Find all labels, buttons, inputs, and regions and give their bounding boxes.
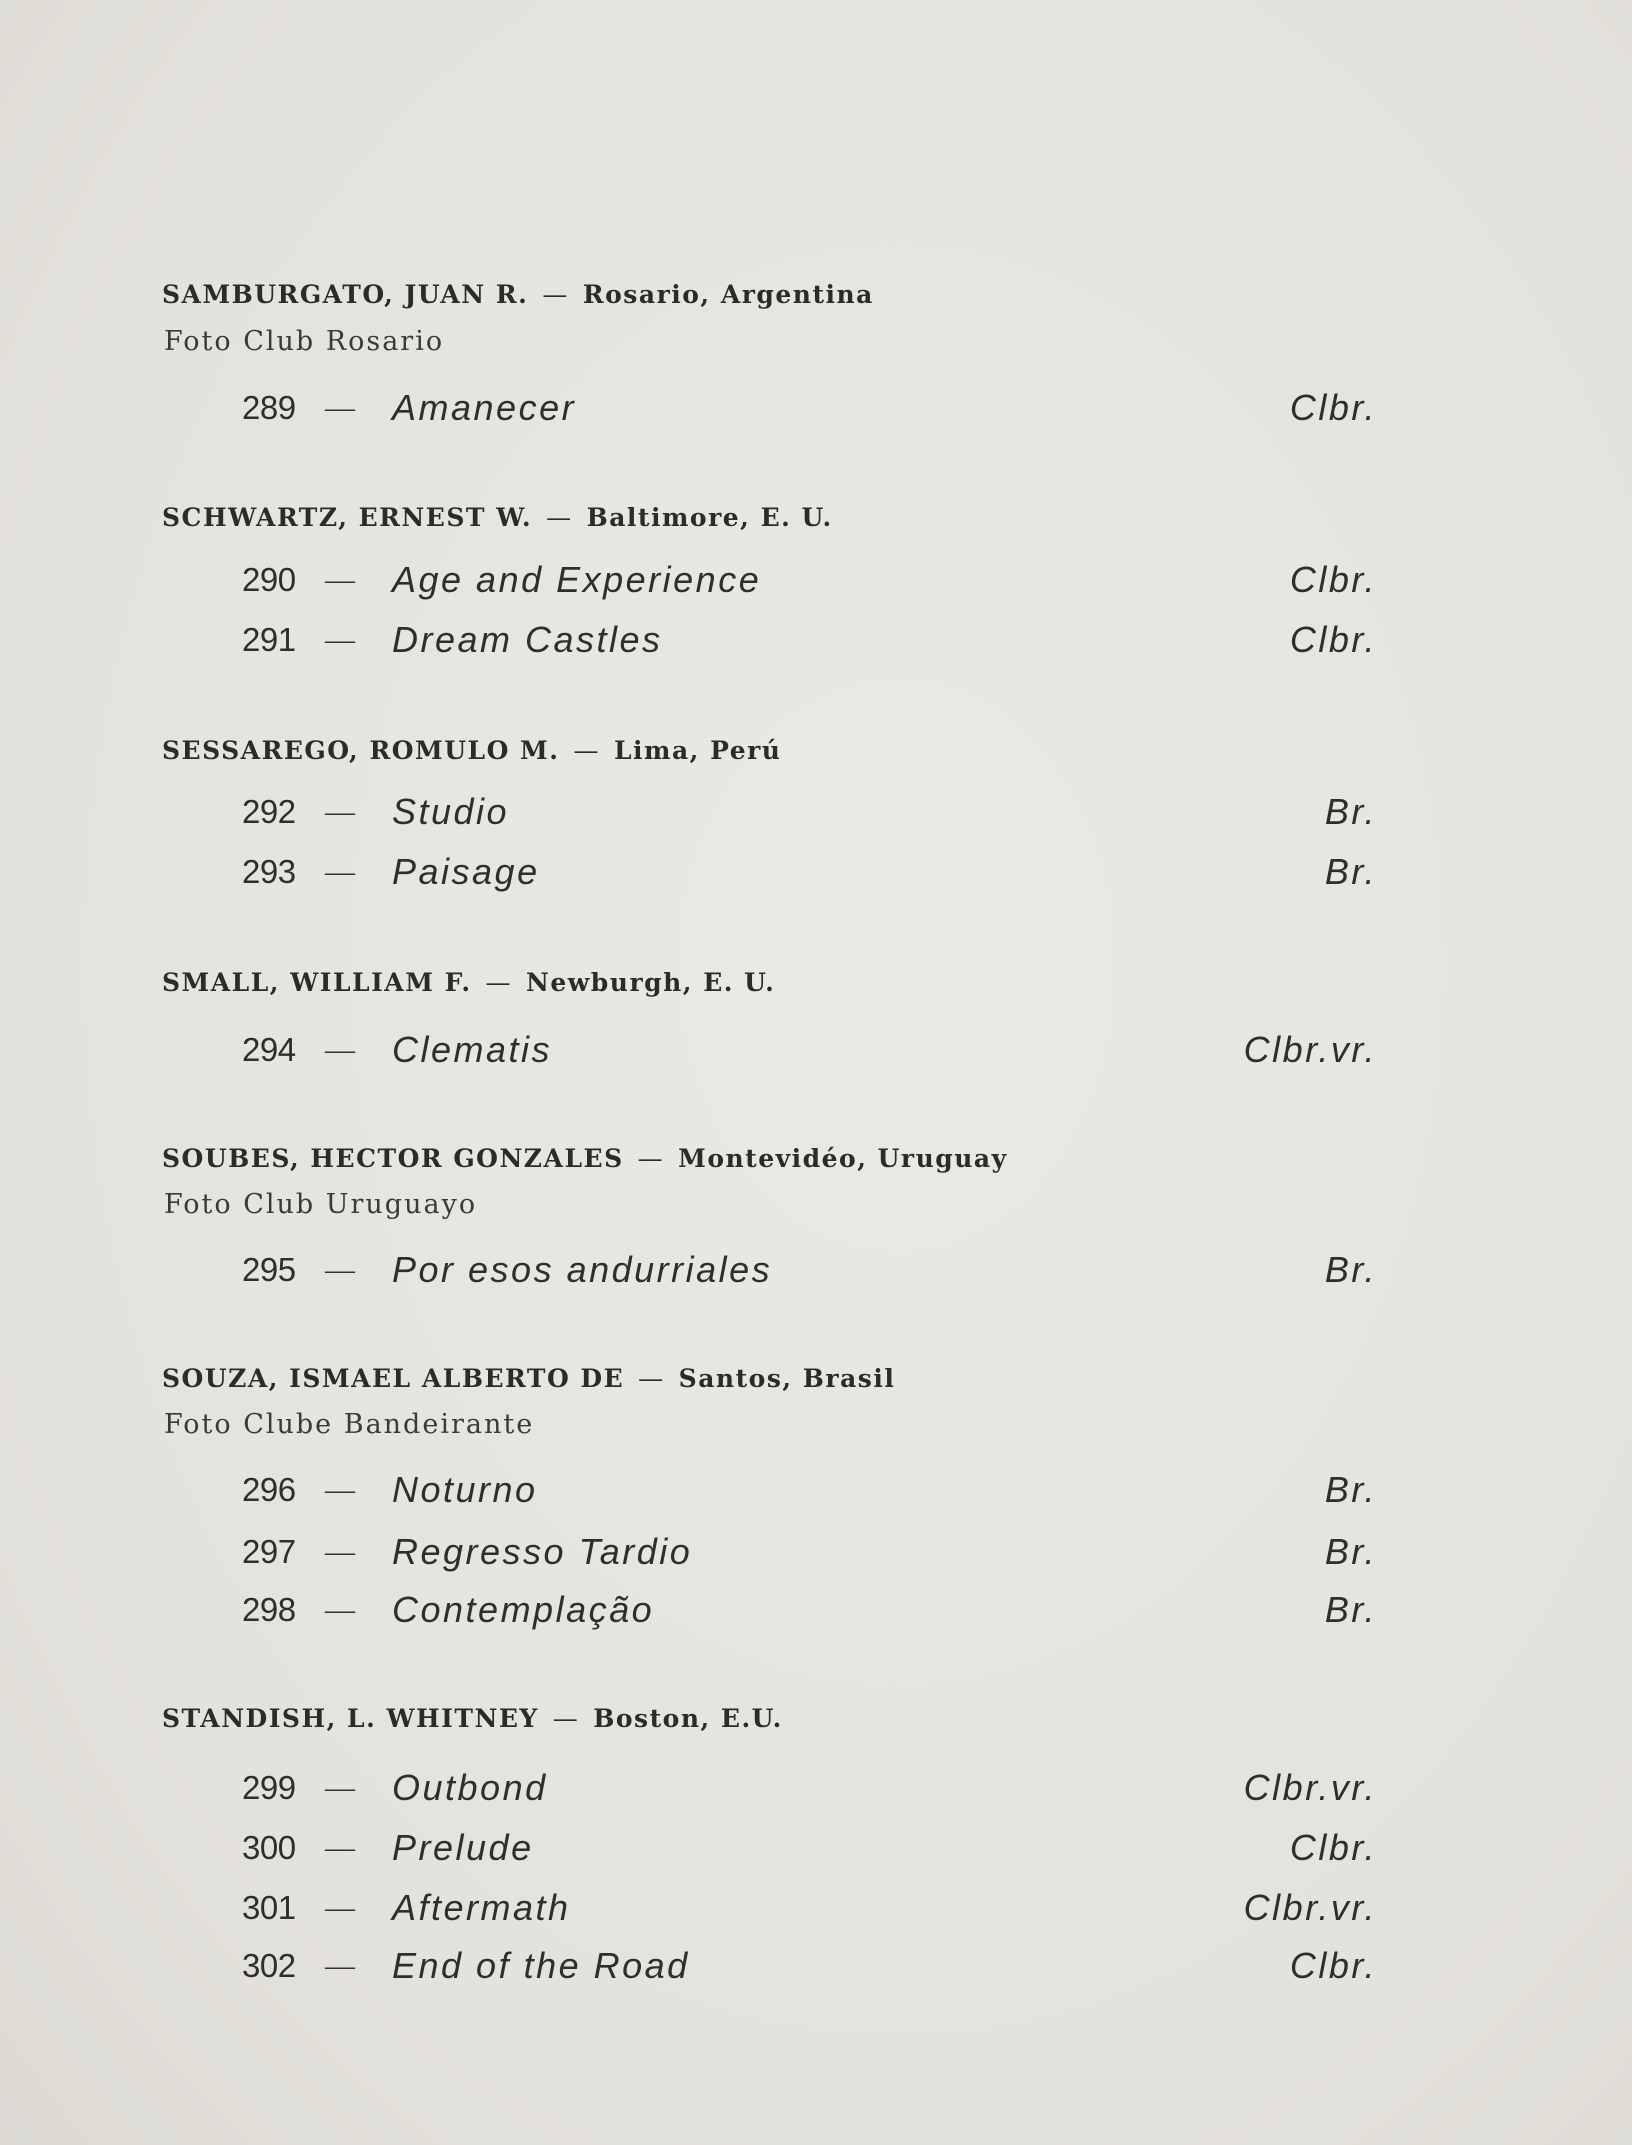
work-row [0, 1588, 1632, 1632]
separator-dash: — [638, 1364, 665, 1393]
work-medium: Br. [1324, 1589, 1377, 1630]
work-medium: Clbr. [1289, 1827, 1377, 1868]
entry-heading [162, 738, 781, 763]
separator-dash: — [325, 795, 355, 828]
work-number: 301 [242, 1889, 296, 1926]
work-number: 292 [242, 793, 296, 830]
work-number: 290 [242, 561, 296, 598]
work-medium: Clbr.vr. [1243, 1887, 1377, 1928]
work-title: Amanecer [392, 387, 577, 428]
author-name: SESSAREGO, ROMULO M. [162, 736, 560, 765]
entry-heading [162, 1146, 1008, 1171]
separator-dash: — [325, 1253, 355, 1286]
entry-heading [162, 1366, 895, 1391]
separator-dash: — [325, 391, 355, 424]
author-location: Baltimore, E. U. [586, 503, 833, 532]
work-medium: Br. [1324, 1249, 1377, 1290]
author-name: STANDISH, L. WHITNEY [162, 1704, 539, 1733]
separator-dash: — [325, 1831, 355, 1864]
work-title: Studio [392, 791, 510, 832]
work-medium: Br. [1324, 851, 1377, 892]
separator-dash: — [552, 1704, 580, 1733]
club-name: Foto Clube Bandeirante [164, 1409, 535, 1440]
author-location: Montevidéo, Uruguay [678, 1144, 1008, 1173]
author-name: SAMBURGATO, JUAN R. [162, 280, 529, 309]
club-name: Foto Club Rosario [164, 326, 445, 357]
entry-heading [162, 282, 874, 307]
author-location: Boston, E.U. [593, 1704, 783, 1733]
separator-dash: — [325, 1891, 355, 1924]
work-title: Noturno [392, 1469, 538, 1510]
author-name: SCHWARTZ, ERNEST W. [162, 503, 533, 532]
entry-heading [162, 970, 775, 995]
author-location: Rosario, Argentina [582, 280, 874, 309]
work-number: 297 [242, 1533, 296, 1570]
author-name: SOUBES, HECTOR GONZALES [162, 1144, 624, 1173]
work-number: 296 [242, 1471, 296, 1508]
work-medium: Clbr.vr. [1243, 1029, 1377, 1070]
author-location: Santos, Brasil [678, 1364, 896, 1393]
author-name: SOUZA, ISMAEL ALBERTO DE [162, 1364, 625, 1393]
work-number: 299 [242, 1769, 296, 1806]
separator-dash: — [325, 623, 355, 656]
work-medium: Clbr.vr. [1243, 1767, 1377, 1808]
work-row [0, 1826, 1632, 1870]
work-number: 295 [242, 1251, 296, 1288]
work-title: Prelude [392, 1827, 534, 1868]
work-row [0, 1248, 1632, 1292]
work-title: Outbond [392, 1767, 548, 1808]
work-title: Age and Experience [392, 559, 762, 600]
author-location: Newburgh, E. U. [526, 968, 776, 997]
work-row [0, 1944, 1632, 1988]
work-number: 289 [242, 389, 296, 426]
separator-dash: — [325, 1771, 355, 1804]
work-row [0, 1028, 1632, 1072]
separator-dash: — [325, 855, 355, 888]
separator-dash: — [325, 1593, 355, 1626]
work-row [0, 386, 1632, 430]
separator-dash: — [485, 968, 513, 997]
club-name: Foto Club Uruguayo [164, 1189, 478, 1220]
work-row [0, 618, 1632, 662]
work-row [0, 1886, 1632, 1930]
work-medium: Br. [1324, 791, 1377, 832]
work-medium: Clbr. [1289, 619, 1377, 660]
work-title: Contemplação [392, 1589, 655, 1630]
work-medium: Clbr. [1289, 387, 1377, 428]
entry-heading [162, 505, 833, 530]
work-number: 294 [242, 1031, 296, 1068]
work-row [0, 1766, 1632, 1810]
work-title: Por esos andurriales [392, 1249, 773, 1290]
work-title: Paisage [392, 851, 540, 892]
separator-dash: — [546, 503, 573, 532]
work-medium: Br. [1324, 1469, 1377, 1510]
work-title: Aftermath [392, 1887, 571, 1928]
work-number: 293 [242, 853, 296, 890]
work-number: 302 [242, 1947, 296, 1984]
work-title: Dream Castles [392, 619, 663, 660]
author-location: Lima, Perú [613, 736, 782, 765]
separator-dash: — [573, 736, 600, 765]
work-row [0, 850, 1632, 894]
entry-heading [162, 1706, 783, 1731]
work-row [0, 790, 1632, 834]
work-title: Regresso Tardio [392, 1531, 693, 1572]
separator-dash: — [542, 280, 569, 309]
author-name: SMALL, WILLIAM F. [162, 968, 472, 997]
separator-dash: — [637, 1144, 665, 1173]
work-row [0, 1530, 1632, 1574]
work-medium: Clbr. [1289, 1945, 1377, 1986]
separator-dash: — [325, 1473, 355, 1506]
separator-dash: — [325, 1535, 355, 1568]
work-title: Clematis [392, 1029, 553, 1070]
work-number: 298 [242, 1591, 296, 1628]
separator-dash: — [325, 563, 355, 596]
separator-dash: — [325, 1949, 355, 1982]
work-medium: Clbr. [1289, 559, 1377, 600]
separator-dash: — [325, 1033, 355, 1066]
work-number: 291 [242, 621, 296, 658]
work-row [0, 1468, 1632, 1512]
work-number: 300 [242, 1829, 296, 1866]
work-row [0, 558, 1632, 602]
work-title: End of the Road [392, 1945, 690, 1986]
work-medium: Br. [1324, 1531, 1377, 1572]
